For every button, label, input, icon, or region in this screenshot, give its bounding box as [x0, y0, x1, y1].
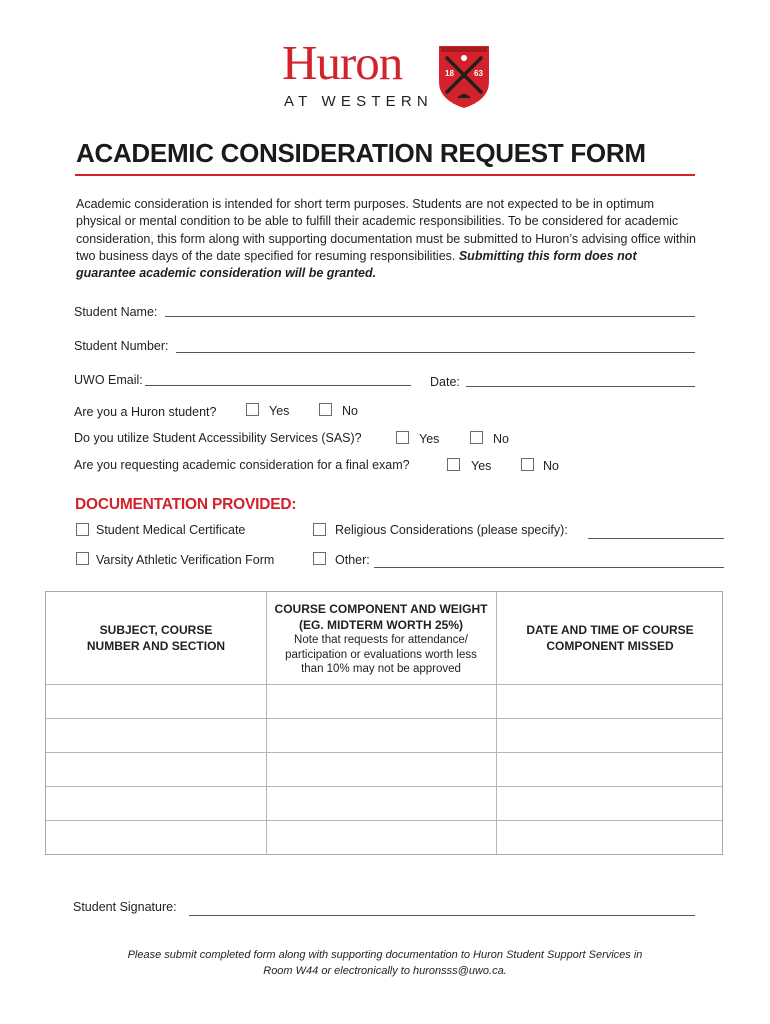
table-cell-date-time[interactable]	[497, 787, 722, 820]
table-cell-date-time[interactable]	[497, 821, 722, 854]
table-cell-component[interactable]	[267, 753, 496, 786]
student-number-label: Student Number:	[74, 339, 169, 353]
table-cell-component[interactable]	[267, 685, 496, 718]
signature-field[interactable]	[189, 915, 695, 916]
huron-student-yes-checkbox[interactable]	[246, 403, 259, 416]
table-cell-subject[interactable]	[46, 685, 266, 718]
final-exam-no-label: No	[543, 459, 559, 473]
religious-specify-field[interactable]	[588, 538, 724, 539]
signature-label: Student Signature:	[73, 900, 177, 914]
table-cell-date-time[interactable]	[497, 685, 722, 718]
medical-certificate-label: Student Medical Certificate	[96, 523, 246, 537]
date-field[interactable]	[466, 386, 695, 387]
title-divider	[75, 174, 695, 176]
column-header-date-time: DATE AND TIME OF COURSE COMPONENT MISSED	[526, 623, 694, 653]
student-name-field[interactable]	[165, 316, 695, 317]
column-header-subject: SUBJECT, COURSE NUMBER AND SECTION	[86, 623, 226, 653]
table-cell-component[interactable]	[267, 821, 496, 854]
crest-year-left: 18	[445, 69, 454, 78]
huron-student-no-checkbox[interactable]	[319, 403, 332, 416]
column-header-component-note: Note that requests for attendance/ participation or evaluations worth less than 10% may not be approved	[285, 634, 477, 675]
crest-year-right: 63	[474, 69, 483, 78]
table-cell-subject[interactable]	[46, 821, 266, 854]
table-cell-subject[interactable]	[46, 753, 266, 786]
table-cell-date-time[interactable]	[497, 753, 722, 786]
table-cell-component[interactable]	[267, 719, 496, 752]
huron-student-yes-label: Yes	[269, 404, 290, 418]
student-number-field[interactable]	[176, 352, 695, 353]
final-exam-yes-label: Yes	[471, 459, 492, 473]
intro-emphasis: Submitting this form does not guarantee academic consideration will be granted.	[76, 248, 637, 281]
intro-text: Academic consideration is intended for short term purposes. Students are not expected to be in optimum physical or mental condition to be able to fulfill their academic responsibilities. To be considered for academic consideration, this form along with supporting documentation must be submitted to Huron’s advising office within two business days of the date specified for resuming responsibilities.	[76, 197, 697, 263]
table-cell-subject[interactable]	[46, 719, 266, 752]
sas-yes-label: Yes	[419, 432, 440, 446]
medical-certificate-checkbox[interactable]	[76, 523, 89, 536]
documentation-heading: DOCUMENTATION PROVIDED:	[75, 496, 297, 513]
varsity-form-checkbox[interactable]	[76, 552, 89, 565]
other-checkbox[interactable]	[313, 552, 326, 565]
table-cell-component[interactable]	[267, 787, 496, 820]
final-exam-question: Are you requesting academic consideration for a final exam?	[74, 458, 410, 472]
uwo-email-label: UWO Email:	[74, 373, 143, 387]
submission-instructions: Please submit completed form along with supporting documentation to Huron Student Support Services in Room W44 or electronically to huronsss@uwo.ca.	[127, 949, 643, 977]
religious-considerations-checkbox[interactable]	[313, 523, 326, 536]
sas-question: Do you utilize Student Accessibility Services (SAS)?	[74, 431, 362, 445]
student-name-label: Student Name:	[74, 305, 158, 319]
religious-considerations-label: Religious Considerations (please specify):	[335, 523, 568, 537]
table-cell-subject[interactable]	[46, 787, 266, 820]
final-exam-yes-checkbox[interactable]	[447, 458, 460, 471]
intro-paragraph	[76, 196, 698, 282]
other-label: Other:	[335, 553, 370, 567]
final-exam-no-checkbox[interactable]	[521, 458, 534, 471]
varsity-form-label: Varsity Athletic Verification Form	[96, 553, 275, 567]
sas-no-checkbox[interactable]	[470, 431, 483, 444]
table-cell-date-time[interactable]	[497, 719, 722, 752]
logo-wordmark: Huron	[282, 35, 403, 90]
huron-student-no-label: No	[342, 404, 358, 418]
huron-student-question: Are you a Huron student?	[74, 405, 217, 419]
crest-icon	[437, 44, 491, 110]
sas-no-label: No	[493, 432, 509, 446]
column-header-component: COURSE COMPONENT AND WEIGHT (EG. MIDTERM WORTH 25%)	[274, 602, 488, 632]
sas-yes-checkbox[interactable]	[396, 431, 409, 444]
logo-subtitle: AT WESTERN	[284, 93, 433, 110]
page-title: ACADEMIC CONSIDERATION REQUEST FORM	[76, 138, 646, 168]
uwo-email-field[interactable]	[145, 385, 411, 386]
other-specify-field[interactable]	[374, 567, 724, 568]
date-label: Date:	[430, 375, 460, 389]
